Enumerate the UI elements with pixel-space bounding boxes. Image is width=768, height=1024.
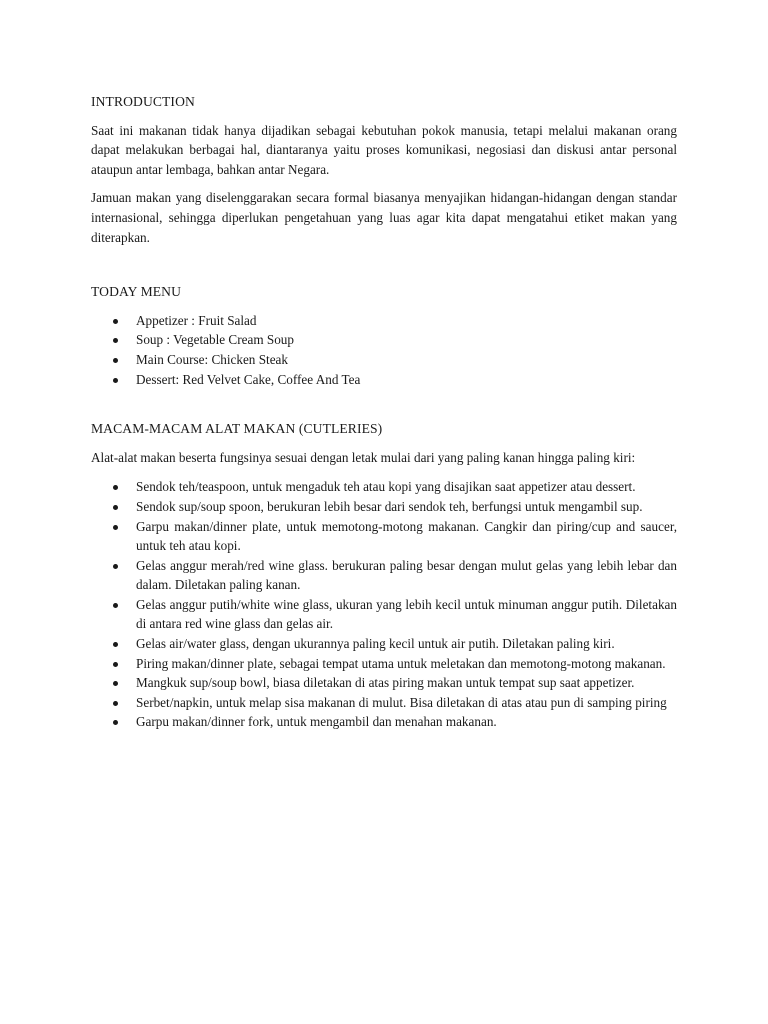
- bullet-icon: [113, 642, 118, 647]
- menu-item-text: Appetizer : Fruit Salad: [136, 312, 257, 328]
- list-item: [91, 556, 677, 595]
- cutlery-item-text: Sendok teh/teaspoon, untuk mengaduk teh atau kopi yang disajikan saat appetizer atau dessert.: [136, 479, 636, 495]
- list-item: [91, 595, 677, 634]
- cutleries-heading: MACAM-MACAM ALAT MAKAN (CUTLERIES): [91, 421, 383, 437]
- bullet-icon: [113, 319, 118, 324]
- list-item: [91, 517, 677, 556]
- cutlery-item-text: Piring makan/dinner plate, sebagai tempat utama untuk meletakan dan memotong-motong makanan.: [136, 655, 666, 671]
- cutlery-item-text: Garpu makan/dinner plate, untuk memotong-motong makanan. Cangkir dan piring/cup and saucer, untuk teh atau kopi.: [136, 518, 677, 554]
- menu-list: [91, 311, 677, 389]
- intro-heading: INTRODUCTION: [91, 94, 195, 109]
- list-item: [91, 497, 677, 517]
- bullet-icon: [113, 505, 118, 510]
- list-item: [91, 654, 677, 674]
- list-item: [91, 350, 677, 370]
- bullet-icon: [113, 662, 118, 667]
- bullet-icon: [113, 681, 118, 686]
- list-item: [91, 693, 677, 713]
- bullet-icon: [113, 525, 118, 530]
- bullet-icon: [113, 603, 118, 608]
- cutlery-item-text: Gelas air/water glass, dengan ukurannya paling kecil untuk air putih. Diletakan paling kiri.: [136, 636, 615, 652]
- list-item: [91, 634, 677, 654]
- list-item: [91, 477, 677, 497]
- bullet-icon: [113, 720, 118, 725]
- cutlery-item-text: Mangkuk sup/soup bowl, biasa diletakan di atas piring makan untuk tempat sup saat appetizer.: [136, 675, 635, 691]
- menu-item-text: Dessert: Red Velvet Cake, Coffee And Tea: [136, 371, 361, 387]
- cutlery-item-text: Serbet/napkin, untuk melap sisa makanan di mulut. Bisa diletakan di atas atau pun di samping piring: [136, 694, 667, 710]
- cutleries-paragraph: Alat-alat makan beserta fungsinya sesuai dengan letak mulai dari yang paling kanan hingga paling kiri:: [91, 449, 636, 465]
- cutlery-item-text: Garpu makan/dinner fork, untuk mengambil dan menahan makanan.: [136, 714, 497, 730]
- cutlery-item-text: Gelas anggur putih/white wine glass, ukuran yang lebih kecil untuk minuman anggur putih. Diletakan di antara red wine glass dan gelas air.: [136, 596, 677, 632]
- list-item: [91, 370, 677, 390]
- list-item: [91, 673, 677, 693]
- bullet-icon: [113, 701, 118, 706]
- menu-item-text: Soup : Vegetable Cream Soup: [136, 332, 294, 348]
- bullet-icon: [113, 564, 118, 569]
- menu-item-text: Main Course: Chicken Steak: [136, 351, 288, 367]
- bullet-icon: [113, 485, 118, 490]
- intro-paragraph-1: Saat ini makanan tidak hanya dijadikan sebagai kebutuhan pokok manusia, tetapi melalui makanan orang dapat melakukan berbagai hal, diantaranya yaitu proses komunikasi, negosiasi dan diskusi antar personal ataupun antar lembaga, bahkan antar Negara.: [91, 122, 677, 177]
- list-item: [91, 330, 677, 350]
- cutlery-item-text: Sendok sup/soup spoon, berukuran lebih besar dari sendok teh, berfungsi untuk mengambil sup.: [136, 498, 643, 514]
- cutlery-item-text: Gelas anggur merah/red wine glass. berukuran paling besar dengan mulut gelas yang lebih lebar dan dalam. Diletakan paling kanan.: [136, 557, 677, 593]
- cutlery-list: [91, 477, 677, 732]
- list-item: [91, 712, 677, 732]
- menu-heading: TODAY MENU: [91, 284, 181, 300]
- bullet-icon: [113, 338, 118, 343]
- intro-paragraph-2: Jamuan makan yang diselenggarakan secara formal biasanya menyajikan hidangan-hidangan dengan standar internasional, sehingga diperlukan pengetahuan yang luas agar kita dapat mengatahui etiket makan yang diterapkan.: [91, 190, 677, 245]
- bullet-icon: [113, 358, 118, 363]
- bullet-icon: [113, 378, 118, 383]
- list-item: [91, 311, 677, 331]
- document-page: [91, 92, 677, 732]
